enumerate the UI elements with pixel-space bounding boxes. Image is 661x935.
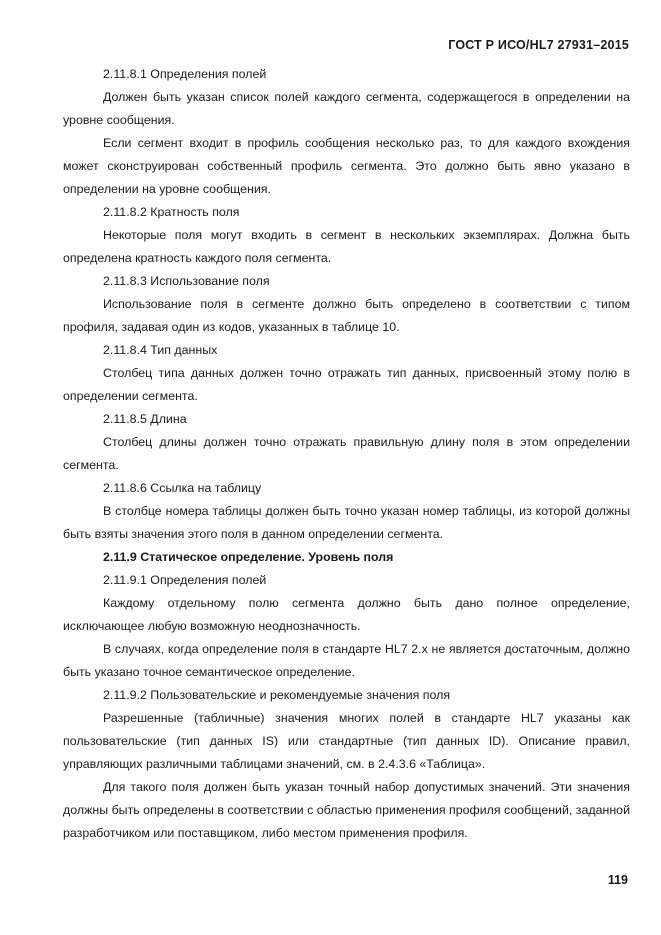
section-heading-2-11-8-6: 2.11.8.6 Ссылка на таблицу [103,481,262,495]
paragraph: Использование поля в сегменте должно быть определено в соответствии с типом профиля, задавая один из кодов, указанных в таблице 10. [63,297,630,334]
section-heading-2-11-8-2: 2.11.8.2 Кратность поля [103,205,240,219]
document-body [63,63,630,845]
paragraph: Некоторые поля могут входить в сегмент в нескольких экземплярах. Должна быть определена кратность каждого поля сегмента. [63,228,630,265]
paragraph: Должен быть указан список полей каждого сегмента, содержащегося в определении на уровне сообщения. [63,90,630,127]
section-heading-2-11-8-3: 2.11.8.3 Использование поля [103,274,270,288]
paragraph: Столбец длины должен точно отражать правильную длину поля в этом определении сегмента. [63,435,630,472]
paragraph: Каждому отдельному полю сегмента должно быть дано полное определение, исключающее любую возможную неоднозначность. [63,596,630,633]
paragraph: Столбец типа данных должен точно отражать тип данных, присвоенный этому полю в определении сегмента. [63,366,630,403]
document-header: ГОСТ Р ИСО/HL7 27931–2015 [448,38,629,52]
paragraph: В случаях, когда определение поля в стандарте HL7 2.x не является достаточным, должно быть указано точное семантическое определение. [63,642,630,679]
section-heading-2-11-8-1: 2.11.8.1 Определения полей [103,67,267,81]
section-heading-2-11-9-2: 2.11.9.2 Пользовательские и рекомендуемые значения поля [103,688,451,702]
section-heading-2-11-8-5: 2.11.8.5 Длина [103,412,187,426]
page-number: 119 [607,873,628,887]
paragraph: Разрешенные (табличные) значения многих полей в стандарте HL7 указаны как пользовательские (тип данных IS) или стандартные (тип данных ID). Описание правил, управляющих различными таблицами значений, см. в 2.4.3.6 «Таблица». [63,711,630,771]
paragraph: В столбце номера таблицы должен быть точно указан номер таблицы, из которой должны быть взяты значения этого поля в данном определении сегмента. [63,504,630,541]
section-heading-2-11-8-4: 2.11.8.4 Тип данных [103,343,218,357]
paragraph: Для такого поля должен быть указан точный набор допустимых значений. Эти значения должны быть определены в соответствии с областью применения профиля сообщений, заданной разработчиком или поставщиком, либо местом применения профиля. [63,780,630,840]
paragraph: Если сегмент входит в профиль сообщения несколько раз, то для каждого вхождения может сконструирован собственный профиль сегмента. Это должно быть явно указано в определении на уровне сообщения. [63,136,630,196]
section-heading-2-11-9: 2.11.9 Статическое определение. Уровень поля [103,550,394,564]
section-heading-2-11-9-1: 2.11.9.1 Определения полей [103,573,267,587]
